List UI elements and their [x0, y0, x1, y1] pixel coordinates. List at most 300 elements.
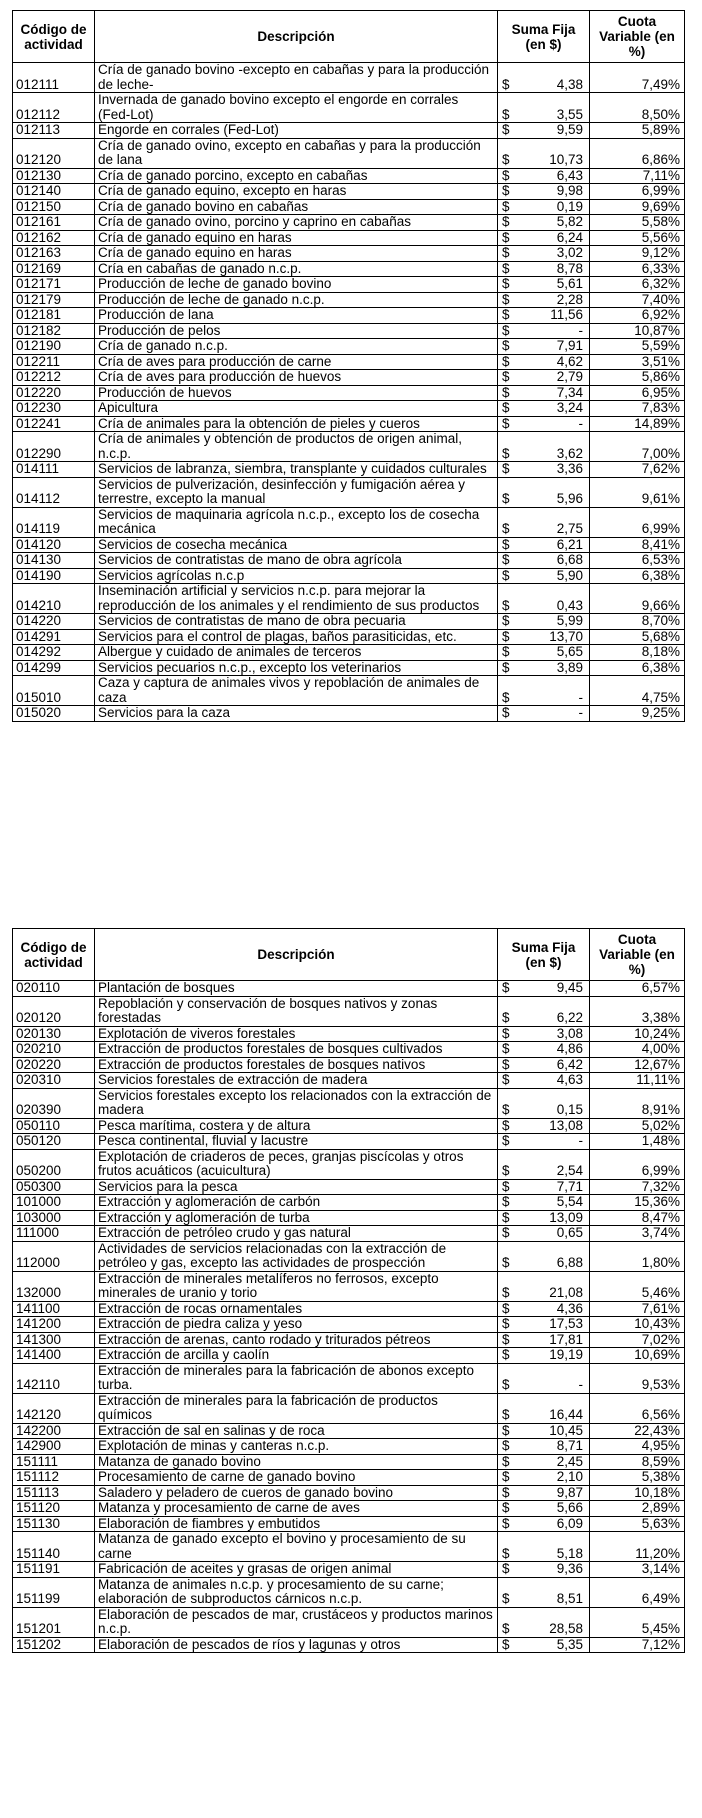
variable-rate: 8,91%	[590, 1088, 685, 1118]
fixed-sum-cell	[498, 996, 590, 1026]
variable-rate: 11,11%	[590, 1073, 685, 1089]
variable-rate: 3,38%	[590, 996, 685, 1026]
activity-code: 012120	[13, 138, 95, 168]
table-row	[13, 1241, 685, 1271]
currency-symbol: $	[502, 276, 510, 291]
currency-symbol: $	[502, 628, 510, 644]
table-row	[13, 199, 685, 215]
table-row	[13, 507, 685, 537]
table-row	[13, 584, 685, 614]
fixed-sum-value: 3,08	[556, 1025, 583, 1041]
fixed-sum-cell	[498, 230, 590, 246]
activity-description: Inseminación artificial y servicios n.c.p. para mejorar la reproducción de los animales y el rendimiento de sus productos	[95, 584, 498, 614]
variable-rate: 3,74%	[590, 1226, 685, 1242]
header-description: Descripción	[95, 11, 498, 63]
table-row	[13, 1637, 685, 1653]
variable-rate: 9,69%	[590, 199, 685, 215]
table-row	[13, 292, 685, 308]
currency-symbol: $	[502, 307, 510, 322]
fixed-sum-cell	[498, 63, 590, 93]
activity-description: Servicios de labranza, siembra, transplante y cuidados culturales	[95, 462, 498, 478]
activity-code: 012179	[13, 292, 95, 308]
fixed-sum-cell	[498, 1271, 590, 1301]
variable-rate: 8,50%	[590, 93, 685, 123]
variable-rate: 6,86%	[590, 138, 685, 168]
activity-description: Cría de ganado n.c.p.	[95, 339, 498, 355]
activity-code: 020130	[13, 1026, 95, 1042]
variable-rate: 7,11%	[590, 168, 685, 184]
fixed-sum-value: 13,08	[549, 1117, 583, 1133]
table-row	[13, 277, 685, 293]
table-row	[13, 1057, 685, 1073]
fixed-sum-value: 2,10	[556, 1469, 583, 1484]
header-variable: Cuota Variable (en %)	[590, 929, 685, 981]
activity-code: 012113	[13, 123, 95, 139]
activity-code: 141300	[13, 1332, 95, 1348]
variable-rate: 15,36%	[590, 1195, 685, 1211]
variable-rate: 5,89%	[590, 123, 685, 139]
activity-code: 014220	[13, 614, 95, 630]
activity-code: 141100	[13, 1301, 95, 1317]
fixed-sum-value: 2,75	[556, 521, 583, 536]
activity-description: Extracción de arcilla y caolín	[95, 1348, 498, 1364]
fixed-sum-cell	[498, 1454, 590, 1470]
fixed-sum-value: 5,61	[556, 276, 583, 291]
fixed-sum-cell	[498, 462, 590, 478]
table-row	[13, 1516, 685, 1532]
fixed-sum-cell	[498, 1562, 590, 1578]
table-row	[13, 1577, 685, 1607]
activity-description: Elaboración de pescados de mar, crustáceos y productos marinos n.c.p.	[95, 1607, 498, 1637]
currency-symbol: $	[502, 644, 510, 659]
fixed-sum-cell	[498, 138, 590, 168]
currency-symbol: $	[502, 415, 510, 431]
variable-rate: 10,18%	[590, 1485, 685, 1501]
activity-code: 014210	[13, 584, 95, 614]
header-fixed-sum: Suma Fija (en $)	[498, 11, 590, 63]
activity-code: 014292	[13, 645, 95, 661]
header-code: Código de actividad	[13, 11, 95, 63]
header-variable: Cuota Variable (en %)	[590, 11, 685, 63]
variable-rate: 4,95%	[590, 1439, 685, 1455]
currency-symbol: $	[502, 229, 510, 245]
activity-code: 014130	[13, 553, 95, 569]
fixed-sum-cell	[498, 123, 590, 139]
table-row	[13, 416, 685, 432]
activity-code: 020120	[13, 996, 95, 1026]
activity-code: 151111	[13, 1454, 95, 1470]
variable-rate: 7,02%	[590, 1332, 685, 1348]
activity-description: Explotación de minas y canteras n.c.p.	[95, 1439, 498, 1455]
activity-code: 012162	[13, 230, 95, 246]
activity-code: 012220	[13, 385, 95, 401]
table-row	[13, 1026, 685, 1042]
fixed-sum-cell	[498, 370, 590, 386]
table-row	[13, 996, 685, 1026]
table-row	[13, 1073, 685, 1089]
fixed-sum-value: 8,51	[556, 1591, 583, 1606]
fixed-sum-cell	[498, 215, 590, 231]
fixed-sum-cell	[498, 416, 590, 432]
table-row	[13, 168, 685, 184]
activity-description: Servicios de contratistas de mano de obra pecuaria	[95, 614, 498, 630]
table-row	[13, 1088, 685, 1118]
activity-code: 012211	[13, 354, 95, 370]
currency-symbol: $	[502, 613, 510, 628]
activity-description: Servicios forestales excepto los relacionados con la extracción de madera	[95, 1088, 498, 1118]
fixed-sum-cell	[498, 323, 590, 339]
table-row	[13, 1195, 685, 1211]
table-row	[13, 1149, 685, 1179]
activity-description: Actividades de servicios relacionadas con la extracción de petróleo y gas, excepto las actividades de prospección	[95, 1241, 498, 1271]
activity-code: 050110	[13, 1118, 95, 1134]
fixed-sum-cell	[498, 354, 590, 370]
activity-description: Servicios de maquinaria agrícola n.c.p., excepto los de cosecha mecánica	[95, 507, 498, 537]
variable-rate: 3,14%	[590, 1562, 685, 1578]
activity-code: 101000	[13, 1195, 95, 1211]
activity-description: Producción de huevos	[95, 385, 498, 401]
variable-rate: 10,87%	[590, 323, 685, 339]
fixed-sum-value: 0,19	[556, 198, 583, 214]
fixed-sum-cell	[498, 568, 590, 584]
currency-symbol: $	[502, 461, 510, 476]
variable-rate: 6,92%	[590, 308, 685, 324]
variable-rate: 5,86%	[590, 370, 685, 386]
activity-code: 151140	[13, 1532, 95, 1562]
currency-symbol: $	[502, 1545, 510, 1561]
activity-description: Extracción de minerales para la fabricación de productos químicos	[95, 1393, 498, 1423]
activity-description: Cría de ganado bovino -excepto en cabañas y para la producción de leche-	[95, 63, 498, 93]
variable-rate: 10,24%	[590, 1026, 685, 1042]
currency-symbol: $	[502, 1194, 510, 1209]
currency-symbol: $	[502, 1010, 510, 1025]
fixed-sum-cell	[498, 308, 590, 324]
activity-code: 020210	[13, 1042, 95, 1058]
variable-rate: 10,43%	[590, 1317, 685, 1333]
fixed-sum-cell	[498, 1210, 590, 1226]
activity-code: 151202	[13, 1637, 95, 1653]
variable-rate: 3,51%	[590, 354, 685, 370]
activity-description: Explotación de viveros forestales	[95, 1026, 498, 1042]
table-row	[13, 401, 685, 417]
table-row	[13, 1485, 685, 1501]
currency-symbol: $	[502, 1438, 510, 1453]
variable-rate: 9,66%	[590, 584, 685, 614]
table-row	[13, 1532, 685, 1562]
fixed-sum-cell	[498, 261, 590, 277]
fixed-sum-value: 6,42	[556, 1056, 583, 1072]
activity-description: Producción de lana	[95, 308, 498, 324]
activity-code: 142900	[13, 1439, 95, 1455]
variable-rate: 8,47%	[590, 1210, 685, 1226]
currency-symbol: $	[502, 1377, 510, 1392]
activity-description: Extracción de minerales metalíferos no ferrosos, excepto minerales de uranio y torio	[95, 1271, 498, 1301]
activity-code: 014120	[13, 537, 95, 553]
variable-rate: 9,53%	[590, 1363, 685, 1393]
currency-symbol: $	[502, 1515, 510, 1531]
table-row	[13, 1226, 685, 1242]
table-row	[13, 553, 685, 569]
fixed-sum-value: 9,45	[556, 980, 583, 995]
variable-rate: 5,68%	[590, 629, 685, 645]
activity-description: Fabricación de aceites y grasas de origen animal	[95, 1562, 498, 1578]
activity-description: Cría de ganado ovino, excepto en cabañas y para la producción de lana	[95, 138, 498, 168]
variable-rate: 6,49%	[590, 1577, 685, 1607]
table-row	[13, 246, 685, 262]
fixed-sum-value: 6,68	[556, 552, 583, 567]
variable-rate: 6,38%	[590, 568, 685, 584]
activity-description: Extracción de arenas, canto rodado y triturados pétreos	[95, 1332, 498, 1348]
fixed-sum-cell	[498, 1149, 590, 1179]
activity-description: Servicios de pulverización, desinfección y fumigación aérea y terrestre, excepto la manual	[95, 477, 498, 507]
variable-rate: 7,62%	[590, 462, 685, 478]
activity-code: 050300	[13, 1179, 95, 1195]
fixed-sum-value: 5,66	[556, 1500, 583, 1515]
variable-rate: 7,61%	[590, 1301, 685, 1317]
activity-code: 151112	[13, 1470, 95, 1486]
fixed-sum-value: 4,38	[556, 76, 583, 92]
variable-rate: 6,99%	[590, 507, 685, 537]
activity-code: 142110	[13, 1363, 95, 1393]
variable-rate: 14,89%	[590, 416, 685, 432]
currency-symbol: $	[502, 1500, 510, 1515]
activity-code: 112000	[13, 1241, 95, 1271]
variable-rate: 11,20%	[590, 1532, 685, 1562]
table-row	[13, 981, 685, 997]
currency-symbol: $	[502, 1422, 510, 1438]
table-row	[13, 1439, 685, 1455]
fixed-sum-cell	[498, 614, 590, 630]
table-row	[13, 1501, 685, 1517]
currency-symbol: $	[502, 980, 510, 995]
header-code: Código de actividad	[13, 929, 95, 981]
currency-symbol: $	[502, 214, 510, 229]
fixed-sum-value: 16,44	[549, 1407, 583, 1422]
fixed-sum-value: 5,54	[556, 1194, 583, 1209]
fixed-sum-cell	[498, 93, 590, 123]
fixed-sum-value: 4,36	[556, 1300, 583, 1316]
fixed-sum-cell	[498, 1532, 590, 1562]
activity-code: 012163	[13, 246, 95, 262]
currency-symbol: $	[502, 1407, 510, 1422]
currency-symbol: $	[502, 245, 510, 260]
activity-code: 142200	[13, 1423, 95, 1439]
fixed-sum-cell	[498, 629, 590, 645]
currency-symbol: $	[502, 445, 510, 461]
fixed-sum-value: 5,90	[556, 567, 583, 583]
fixed-sum-value: 6,09	[556, 1515, 583, 1531]
activity-description: Elaboración de fiambres y embutidos	[95, 1516, 498, 1532]
activity-code: 012150	[13, 199, 95, 215]
fixed-sum-cell	[498, 1439, 590, 1455]
activity-code: 151130	[13, 1516, 95, 1532]
currency-symbol: $	[502, 1591, 510, 1606]
activity-description: Cría de ganado ovino, porcino y caprino en cabañas	[95, 215, 498, 231]
activity-description: Extracción de sal en salinas y de roca	[95, 1423, 498, 1439]
currency-symbol: $	[502, 1621, 510, 1636]
fixed-sum-value: 8,78	[556, 260, 583, 276]
fixed-sum-value: 11,56	[550, 307, 583, 322]
variable-rate: 12,67%	[590, 1057, 685, 1073]
fixed-sum-cell	[498, 676, 590, 706]
variable-rate: 6,95%	[590, 385, 685, 401]
activity-description: Albergue y cuidado de animales de terceros	[95, 645, 498, 661]
activity-description: Extracción de productos forestales de bosques nativos	[95, 1057, 498, 1073]
activity-description: Extracción de petróleo crudo y gas natural	[95, 1226, 498, 1242]
currency-symbol: $	[502, 1209, 510, 1225]
currency-symbol: $	[502, 1255, 510, 1270]
variable-rate: 5,38%	[590, 1470, 685, 1486]
currency-symbol: $	[502, 1025, 510, 1041]
activity-code: 012130	[13, 168, 95, 184]
activity-code: 012161	[13, 215, 95, 231]
fixed-sum-cell	[498, 246, 590, 262]
variable-rate: 7,12%	[590, 1637, 685, 1653]
table-row	[13, 1423, 685, 1439]
activity-code: 012230	[13, 401, 95, 417]
activity-code: 015020	[13, 706, 95, 722]
fixed-sum-cell	[498, 507, 590, 537]
activity-description: Servicios de contratistas de mano de obra agrícola	[95, 553, 498, 569]
fixed-sum-value: 9,98	[556, 183, 583, 198]
fixed-sum-value: 10,73	[549, 152, 583, 167]
currency-symbol: $	[502, 183, 510, 198]
variable-rate: 22,43%	[590, 1423, 685, 1439]
currency-symbol: $	[502, 198, 510, 214]
fixed-sum-value: 5,82	[556, 214, 583, 229]
fixed-sum-value: 13,70	[549, 628, 583, 644]
fixed-sum-cell	[498, 1179, 590, 1195]
table-row	[13, 1118, 685, 1134]
fixed-sum-value: 3,02	[556, 245, 583, 260]
table-row	[13, 138, 685, 168]
activity-description: Matanza y procesamiento de carne de aves	[95, 1501, 498, 1517]
activity-description: Cría de ganado equino en haras	[95, 230, 498, 246]
fixed-sum-cell	[498, 1226, 590, 1242]
activity-rates-table-1	[12, 10, 685, 722]
activity-description: Producción de pelos	[95, 323, 498, 339]
currency-symbol: $	[502, 1347, 510, 1362]
variable-rate: 5,56%	[590, 230, 685, 246]
currency-symbol: $	[502, 260, 510, 276]
fixed-sum-value: 2,54	[556, 1163, 583, 1178]
variable-rate: 2,89%	[590, 1501, 685, 1517]
table-row	[13, 93, 685, 123]
table-row	[13, 123, 685, 139]
activity-description: Pesca continental, fluvial y lacustre	[95, 1134, 498, 1150]
fixed-sum-cell	[498, 1241, 590, 1271]
fixed-sum-cell	[498, 385, 590, 401]
currency-symbol: $	[502, 1469, 510, 1484]
fixed-sum-value: 3,89	[556, 659, 583, 675]
currency-symbol: $	[502, 1453, 510, 1469]
fixed-sum-value: 19,19	[549, 1347, 583, 1362]
fixed-sum-cell	[498, 184, 590, 200]
table-row	[13, 1470, 685, 1486]
activity-code: 014112	[13, 477, 95, 507]
currency-symbol: $	[502, 1316, 510, 1331]
fixed-sum-cell	[498, 477, 590, 507]
activity-code: 151120	[13, 1501, 95, 1517]
table-row	[13, 1271, 685, 1301]
fixed-sum-cell	[498, 168, 590, 184]
fixed-sum-cell	[498, 1501, 590, 1517]
variable-rate: 6,99%	[590, 1149, 685, 1179]
currency-symbol: $	[502, 322, 510, 338]
fixed-sum-value: 0,43	[556, 597, 583, 613]
fixed-sum-cell	[498, 401, 590, 417]
variable-rate: 8,18%	[590, 645, 685, 661]
table-row	[13, 537, 685, 553]
variable-rate: 6,38%	[590, 660, 685, 676]
variable-rate: 6,57%	[590, 981, 685, 997]
activity-code: 012112	[13, 93, 95, 123]
activity-description: Extracción de piedra caliza y yeso	[95, 1317, 498, 1333]
currency-symbol: $	[502, 384, 510, 400]
activity-code: 020390	[13, 1088, 95, 1118]
activity-code: 012241	[13, 416, 95, 432]
activity-code: 050200	[13, 1149, 95, 1179]
fixed-sum-value: 0,65	[556, 1225, 583, 1240]
table-row	[13, 1179, 685, 1195]
activity-description: Invernada de ganado bovino excepto el engorde en corrales (Fed-Lot)	[95, 93, 498, 123]
table-row	[13, 323, 685, 339]
table-body	[13, 63, 685, 722]
variable-rate: 4,00%	[590, 1042, 685, 1058]
currency-symbol: $	[502, 76, 510, 92]
variable-rate: 8,41%	[590, 537, 685, 553]
activity-code: 020310	[13, 1073, 95, 1089]
activity-code: 111000	[13, 1226, 95, 1242]
variable-rate: 7,00%	[590, 432, 685, 462]
table-row	[13, 477, 685, 507]
variable-rate: 5,46%	[590, 1271, 685, 1301]
table-row	[13, 1134, 685, 1150]
fixed-sum-cell	[498, 1042, 590, 1058]
currency-symbol: $	[502, 1484, 510, 1500]
variable-rate: 7,83%	[590, 401, 685, 417]
variable-rate: 7,32%	[590, 1179, 685, 1195]
fixed-sum-value: 17,81	[549, 1331, 583, 1347]
fixed-sum-value: 6,24	[556, 229, 583, 245]
fixed-sum-value: 0,15	[556, 1102, 583, 1117]
fixed-sum-value: 5,65	[556, 644, 583, 659]
activity-description: Cría de aves para producción de huevos	[95, 370, 498, 386]
variable-rate: 6,53%	[590, 553, 685, 569]
variable-rate: 7,49%	[590, 63, 685, 93]
currency-symbol: $	[502, 291, 510, 307]
fixed-sum-cell	[498, 1363, 590, 1393]
activity-description: Saladero y peladero de cueros de ganado bovino	[95, 1485, 498, 1501]
table-row	[13, 660, 685, 676]
fixed-sum-cell	[498, 981, 590, 997]
fixed-sum-cell	[498, 1118, 590, 1134]
fixed-sum-cell	[498, 1637, 590, 1653]
activity-code: 142120	[13, 1393, 95, 1423]
fixed-sum-cell	[498, 1470, 590, 1486]
fixed-sum-value: 17,53	[549, 1316, 583, 1331]
currency-symbol: $	[502, 167, 510, 183]
currency-symbol: $	[502, 1300, 510, 1316]
variable-rate: 6,32%	[590, 277, 685, 293]
variable-rate: 1,80%	[590, 1241, 685, 1271]
activity-description: Matanza de ganado excepto el bovino y procesamiento de su carne	[95, 1532, 498, 1562]
table-row	[13, 230, 685, 246]
activity-description: Cría de animales para la obtención de pieles y cueros	[95, 416, 498, 432]
activity-code: 132000	[13, 1271, 95, 1301]
activity-description: Extracción de productos forestales de bosques cultivados	[95, 1042, 498, 1058]
activity-description: Caza y captura de animales vivos y repoblación de animales de caza	[95, 676, 498, 706]
